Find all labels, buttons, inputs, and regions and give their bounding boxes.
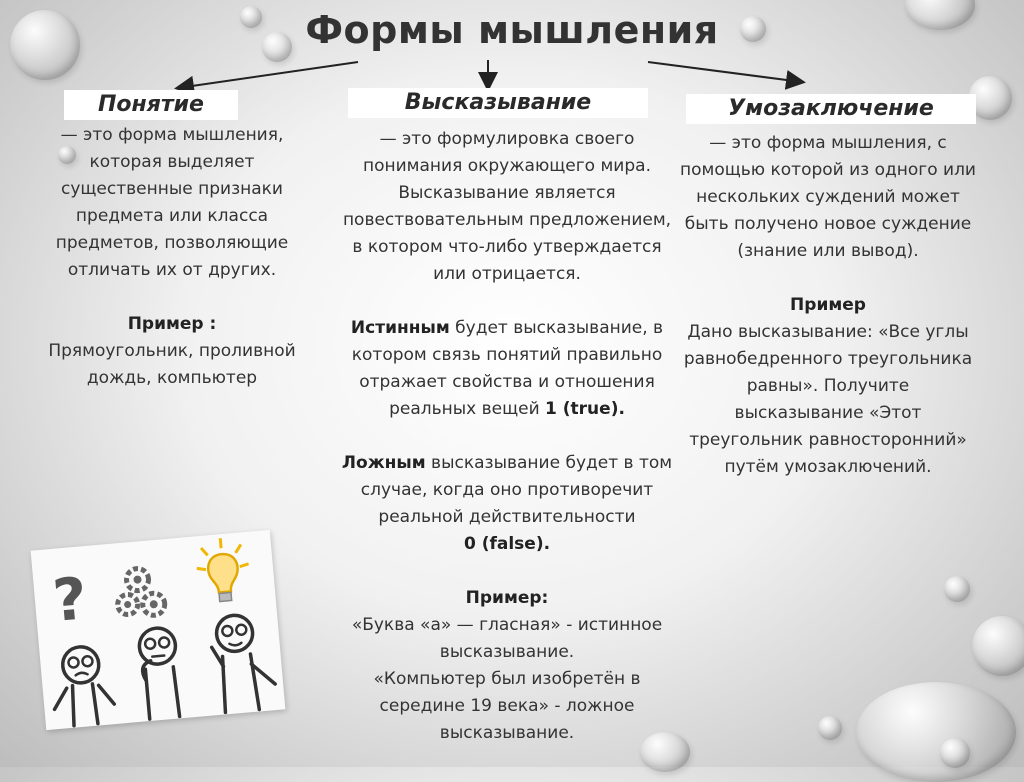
- false-word: Ложным: [341, 453, 426, 473]
- concept-example-label: Пример :: [127, 314, 217, 334]
- concept-example-text: Прямоугольник, проливной дождь, компьютер: [48, 341, 296, 388]
- true-word: Истинным: [350, 318, 450, 338]
- statement-true-rule: [338, 315, 676, 423]
- statement-example-1: «Буква «а» — гласная» - истинное высказывание.: [351, 615, 663, 662]
- statement-example-label: Пример:: [465, 588, 549, 608]
- heading-inference: Умозаключение: [686, 94, 976, 124]
- heading-statement: Высказывание: [348, 88, 648, 118]
- inference-definition: — это форма мышления, с помощью которой из одного или нескольких суждений может быть получено новое суждение (знание или вывод).: [680, 133, 976, 261]
- inference-example-text: Дано высказывание: «Все углы равнобедренного треугольника равны». Получите высказывание «Этот треугольник равносторонний» путём умозаключений.: [683, 322, 973, 477]
- light-bulb-icon: [194, 536, 251, 603]
- statement-definition: — это формулировка своего понимания окружающего мира. Высказывание является повествовательным предложением, в котором что-либо утверждается или отрицается.: [342, 129, 672, 284]
- heading-concept: Понятие: [64, 90, 238, 120]
- thinking-people-illustration: [31, 530, 286, 730]
- arrow-right: [648, 62, 802, 82]
- gears-icon: [115, 566, 166, 618]
- column-statement: [338, 126, 676, 747]
- true-text: будет высказывание, в котором связь понятий правильно отражает свойства и отношения реальных вещей: [351, 318, 664, 419]
- arrow-left: [178, 62, 358, 88]
- question-mark-icon: [50, 564, 89, 635]
- statement-example-2: «Компьютер был изобретён в середине 19 века» - ложное высказывание.: [373, 669, 641, 743]
- inference-example-label: Пример: [790, 295, 866, 315]
- true-value: 1 (true).: [545, 399, 625, 419]
- concept-definition: — это форма мышления, которая выделяет существенные признаки предмета или класса предметов, позволяющие отличать их от других.: [55, 125, 289, 280]
- page-title: Формы мышления: [305, 8, 719, 52]
- column-concept: [36, 122, 308, 392]
- false-text: высказывание будет в том случае, когда оно противоречит реальной действительности: [360, 453, 673, 527]
- svg-text:?: ?: [50, 564, 90, 635]
- column-inference: [680, 130, 976, 481]
- statement-false-rule: [338, 450, 676, 531]
- false-value: 0 (false).: [463, 534, 551, 554]
